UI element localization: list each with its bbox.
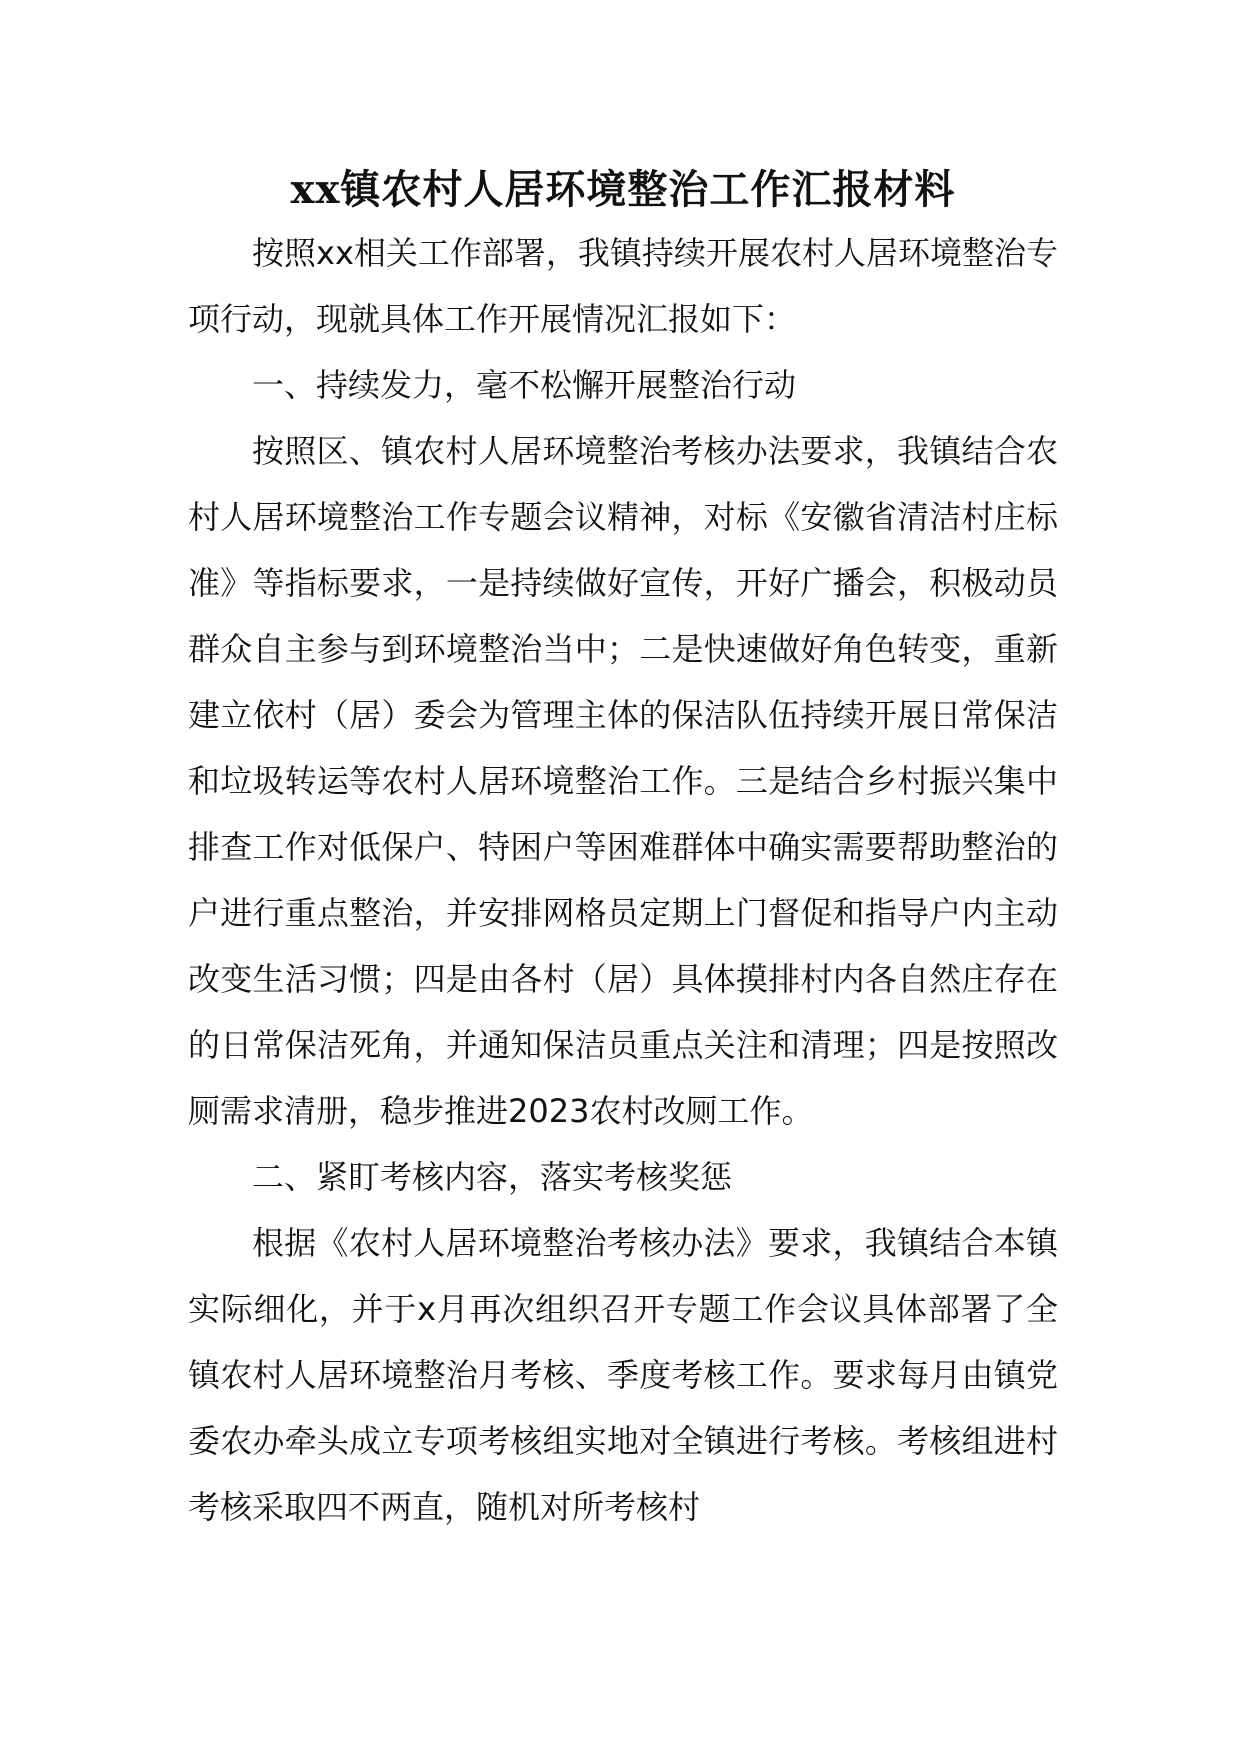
section-1-paragraph: 按照区、镇农村人居环境整治考核办法要求，我镇结合农村人居环境整治工作专题会议精神，对标《安徽省清洁村庄标准》等指标要求，一是持续做好宣传，开好广播会，积极动员群众自主参与到环境整治当中；二是快速做好角色转变，重新建立依村（居）委会为管理主体的保洁队伍持续开展日常保洁和垃圾转运等农村人居环境整治工作。三是结合乡村振兴集中排查工作对低保户、特困户等困难群体中确实需要帮助整治的户进行重点整治，并安排网格员定期上门督促和指导户内主动改变生活习惯；四是由各村（居）具体摸排村内各自然庄存在的日常保洁死角，并通知保洁员重点关注和清理；四是按照改厕需求清册，稳步推进2023农村改厕工作。 — [188, 432, 1058, 1130]
intro-paragraph: 按照xx相关工作部署，我镇持续开展农村人居环境整治专项行动，现就具体工作开展情况汇报如下： — [188, 234, 1058, 338]
section-1-heading: 一、持续发力，毫不松懈开展整治行动 — [252, 366, 797, 404]
section-2-heading: 二、紧盯考核内容，落实考核奖惩 — [252, 1158, 733, 1196]
document-title: xx镇农村人居环境整治工作汇报材料 — [290, 166, 956, 213]
section-2-paragraph: 根据《农村人居环境整治考核办法》要求，我镇结合本镇实际细化，并于x月再次组织召开专题工作会议具体部署了全镇农村人居环境整治月考核、季度考核工作。要求每月由镇党委农办牵头成立专项考核组实地对全镇进行考核。考核组进村考核采取四不两直，随机对所考核村 — [188, 1224, 1058, 1526]
document-body — [188, 160, 1058, 1540]
